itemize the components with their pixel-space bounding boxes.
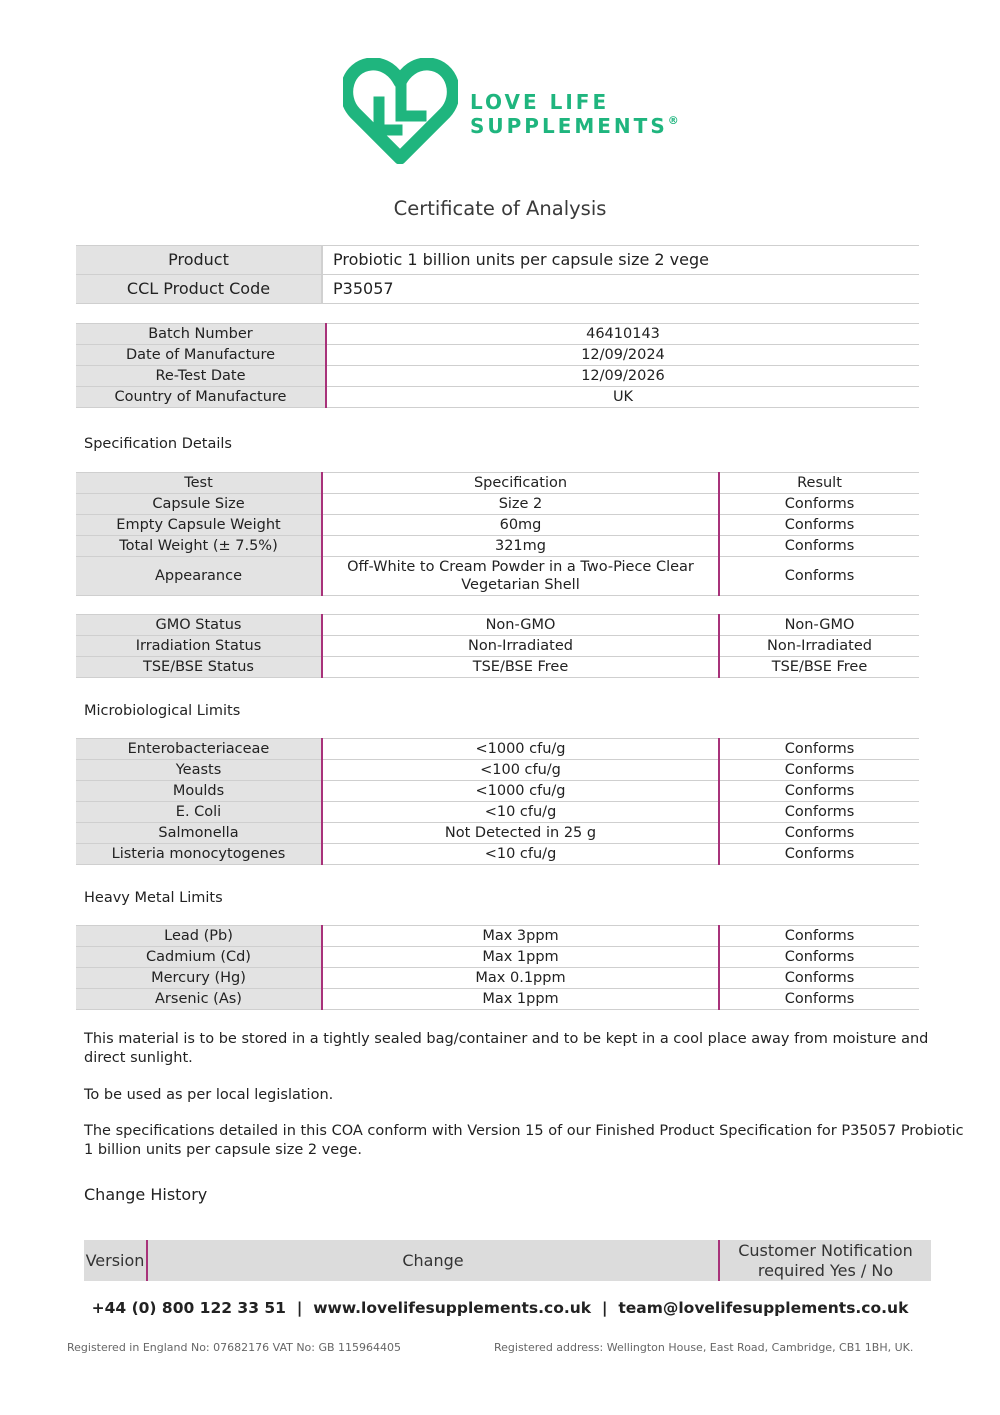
country-value: UK	[326, 387, 919, 408]
result-cell: Conforms	[719, 802, 919, 823]
table-row	[76, 615, 919, 636]
manufacture-date-value: 12/09/2024	[326, 345, 919, 366]
table-row	[76, 324, 919, 345]
spec-cell: 321mg	[322, 536, 719, 557]
table-row	[76, 926, 919, 947]
table-row	[76, 494, 919, 515]
heavy-metals-table	[76, 925, 919, 1010]
test-cell: Yeasts	[76, 760, 322, 781]
registered-mark: ®	[667, 114, 679, 127]
table-row	[76, 345, 919, 366]
spec-cell: Size 2	[322, 494, 719, 515]
test-cell: E. Coli	[76, 802, 322, 823]
legislation-note: To be used as per local legislation.	[84, 1087, 334, 1103]
result-cell: Conforms	[719, 781, 919, 802]
result-cell: Conforms	[719, 760, 919, 781]
test-cell: TSE/BSE Status	[76, 657, 322, 678]
test-cell: Enterobacteriaceae	[76, 739, 322, 760]
test-cell: Total Weight (± 7.5%)	[76, 536, 322, 557]
test-cell: Listeria monocytogenes	[76, 844, 322, 865]
table-row	[76, 515, 919, 536]
product-code-value: P35057	[322, 275, 919, 304]
storage-note: This material is to be stored in a tightly sealed bag/container and to be kept in a cool place away from moisture and direct sunlight.	[84, 1031, 929, 1066]
result-cell: Conforms	[719, 739, 919, 760]
brand-logo	[343, 58, 679, 164]
table-row	[76, 844, 919, 865]
spec-cell: <1000 cfu/g	[322, 739, 719, 760]
test-cell: Moulds	[76, 781, 322, 802]
table-row	[76, 989, 919, 1010]
test-cell: Capsule Size	[76, 494, 322, 515]
table-header-row	[76, 473, 919, 494]
spec-cell: <100 cfu/g	[322, 760, 719, 781]
header-version: Version	[84, 1240, 147, 1281]
spec-cell: <10 cfu/g	[322, 802, 719, 823]
contact-line: +44 (0) 800 122 33 51 | www.lovelifesupplements.co.uk | team@lovelifesupplements.co.uk	[91, 1299, 909, 1317]
table-row	[76, 536, 919, 557]
result-cell: Conforms	[719, 947, 919, 968]
test-cell: Mercury (Hg)	[76, 968, 322, 989]
test-cell: Arsenic (As)	[76, 989, 322, 1010]
test-cell: Empty Capsule Weight	[76, 515, 322, 536]
registration-info: Registered in England No: 07682176 VAT No: GB 115964405	[67, 1341, 402, 1354]
result-cell: Non-GMO	[719, 615, 919, 636]
section-title-specification: Specification Details	[84, 436, 232, 452]
table-row	[76, 947, 919, 968]
test-cell: Appearance	[76, 557, 322, 596]
specification-table	[76, 472, 919, 596]
spec-cell: <10 cfu/g	[322, 844, 719, 865]
table-row	[76, 802, 919, 823]
table-row	[76, 760, 919, 781]
retest-date-label: Re-Test Date	[76, 366, 326, 387]
spec-cell: Non-GMO	[322, 615, 719, 636]
result-cell: Conforms	[719, 844, 919, 865]
table-row	[76, 968, 919, 989]
product-label: Product	[76, 246, 322, 275]
result-cell: Non-Irradiated	[719, 636, 919, 657]
header-customer-notification: Customer Notification required Yes / No	[719, 1240, 931, 1281]
retest-date-value: 12/09/2026	[326, 366, 919, 387]
spec-cell: Max 1ppm	[322, 947, 719, 968]
table-row	[76, 739, 919, 760]
table-row	[76, 781, 919, 802]
table-row	[76, 246, 919, 275]
table-row	[76, 387, 919, 408]
spec-cell: TSE/BSE Free	[322, 657, 719, 678]
table-row	[76, 657, 919, 678]
table-row	[76, 636, 919, 657]
heart-logo-icon	[343, 58, 458, 164]
status-table	[76, 614, 919, 678]
change-history-title: Change History	[84, 1185, 208, 1204]
brand-name-line2	[470, 114, 679, 138]
spec-cell: Max 1ppm	[322, 989, 719, 1010]
header-change: Change	[147, 1240, 719, 1281]
test-cell: Irradiation Status	[76, 636, 322, 657]
result-cell: Conforms	[719, 823, 919, 844]
test-cell: GMO Status	[76, 615, 322, 636]
spec-cell: Max 3ppm	[322, 926, 719, 947]
batch-label: Batch Number	[76, 324, 326, 345]
table-row	[76, 557, 919, 596]
section-title-microbiological: Microbiological Limits	[84, 703, 241, 719]
table-header-row	[84, 1240, 931, 1281]
header-test: Test	[76, 473, 322, 494]
result-cell: TSE/BSE Free	[719, 657, 919, 678]
result-cell: Conforms	[719, 968, 919, 989]
spec-cell: Not Detected in 25 g	[322, 823, 719, 844]
product-value: Probiotic 1 billion units per capsule size 2 vege	[322, 246, 919, 275]
section-title-heavy-metals: Heavy Metal Limits	[84, 890, 223, 906]
header-specification: Specification	[322, 473, 719, 494]
batch-table	[76, 323, 919, 408]
brand-name-text: SUPPLEMENTS	[470, 114, 668, 138]
header-result: Result	[719, 473, 919, 494]
product-code-label: CCL Product Code	[76, 275, 322, 304]
table-row	[76, 275, 919, 304]
manufacture-date-label: Date of Manufacture	[76, 345, 326, 366]
table-row	[76, 823, 919, 844]
test-cell: Cadmium (Cd)	[76, 947, 322, 968]
product-table	[76, 245, 919, 304]
document-title: Certificate of Analysis	[393, 197, 607, 220]
spec-cell: <1000 cfu/g	[322, 781, 719, 802]
spec-cell: Max 0.1ppm	[322, 968, 719, 989]
result-cell: Conforms	[719, 494, 919, 515]
result-cell: Conforms	[719, 989, 919, 1010]
table-row	[76, 366, 919, 387]
batch-value: 46410143	[326, 324, 919, 345]
change-history-table	[84, 1240, 931, 1281]
spec-cell: Non-Irradiated	[322, 636, 719, 657]
test-cell: Salmonella	[76, 823, 322, 844]
brand-name-line1: LOVE LIFE	[470, 90, 610, 114]
result-cell: Conforms	[719, 536, 919, 557]
result-cell: Conforms	[719, 557, 919, 596]
test-cell: Lead (Pb)	[76, 926, 322, 947]
version-note: The specifications detailed in this COA conform with Version 15 of our Finished Product Specification for P35057 Probiotic 1 billion units per capsule size 2 vege.	[84, 1123, 964, 1158]
registered-address: Registered address: Wellington House, East Road, Cambridge, CB1 1BH, UK.	[494, 1341, 914, 1354]
microbiological-table	[76, 738, 919, 865]
country-label: Country of Manufacture	[76, 387, 326, 408]
spec-cell: 60mg	[322, 515, 719, 536]
result-cell: Conforms	[719, 926, 919, 947]
spec-cell: Off-White to Cream Powder in a Two-Piece Clear Vegetarian Shell	[322, 557, 719, 596]
result-cell: Conforms	[719, 515, 919, 536]
